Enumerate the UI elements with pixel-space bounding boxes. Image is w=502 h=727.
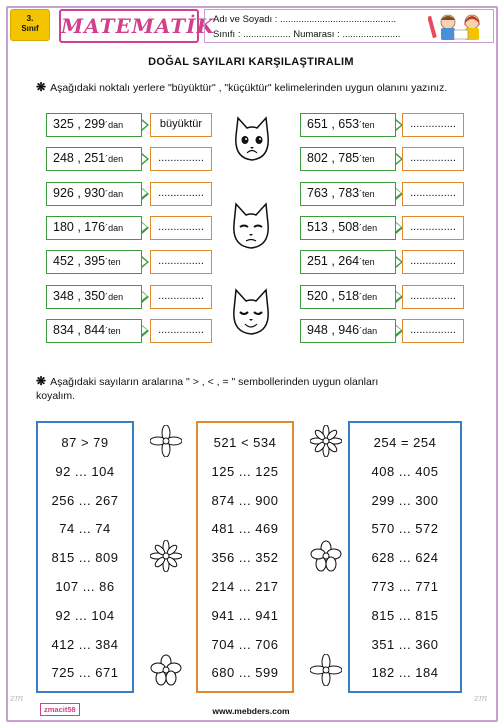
suffix: den [108,291,124,302]
code-badge: zmacit58 [40,703,80,716]
comparison-row[interactable]: 356 ... 352 [211,550,279,566]
number-pair: 834 , 844 [53,322,106,337]
comparison-row[interactable]: 481 ... 469 [211,521,279,537]
suffix: ten [362,188,375,199]
suffix: ten [362,154,375,165]
comparison-column-right [348,421,462,693]
suffix: dan [108,188,124,199]
children-reading-icon [428,10,488,42]
number-pair: 325 , 299 [53,117,106,131]
comparison-row[interactable]: 182 ... 184 [371,665,439,681]
answer-box[interactable]: ............... [150,319,212,343]
suffix: dan [362,325,378,336]
comparison-row[interactable]: 254 = 254 [373,435,437,450]
comparison-row[interactable]: 74 ... 74 [59,521,111,537]
cat-face-icon [232,114,272,164]
apostrophe: ´ [359,188,363,199]
grade-label: Sınıf [21,24,39,33]
suffix: ten [108,325,121,336]
comparison-column-left [36,421,134,693]
number-pair-box [300,285,396,309]
apostrophe: ´ [359,257,363,268]
apostrophe: ´ [359,291,363,302]
flower-bullet-icon: ❋ [36,80,47,94]
suffix: den [362,291,378,302]
flower-icon [150,540,182,572]
number-pair-box [300,216,396,240]
number-pair-box [300,182,396,206]
number-pair-box [46,182,142,206]
comparison-row[interactable]: 256 ... 267 [51,492,119,508]
comparison-row[interactable]: 92 ... 104 [55,463,115,479]
suffix: ten [362,257,375,268]
comparison-row[interactable]: 628 ... 624 [371,550,439,566]
comparison-row[interactable]: 815 ... 809 [51,550,119,566]
instruction-2-line1: Aşağıdaki sayıların aralarına " > , < , = " sembollerinden uygun olanları [50,376,379,388]
apostrophe: ´ [105,257,109,268]
comparison-row[interactable]: 941 ... 941 [211,607,279,623]
apostrophe: ´ [105,325,109,336]
instruction-1-text: Aşağıdaki noktalı yerlere "büyüktür" , "küçüktür" kelimelerinden uygun olanını yazınız. [50,82,448,94]
cat-face-icon [230,286,272,338]
instruction-2-line2: koyalım. [36,390,76,402]
grade-number: 3. [26,14,34,23]
answer-box[interactable]: ............... [150,216,212,240]
number-pair: 651 , 653 [307,117,360,131]
number-pair: 948 , 946 [307,322,360,337]
answer-box[interactable]: ............... [402,250,464,274]
flower-bullet-icon: ❋ [36,374,47,388]
number-pair: 802 , 785 [307,151,360,166]
suffix: ten [108,257,121,268]
comparison-row[interactable]: 351 ... 360 [371,636,439,652]
section-title: DOĞAL SAYILARI KARŞILAŞTIRALIM [148,56,354,68]
answer-box[interactable]: büyüktür [150,113,212,137]
subject-title-box [59,9,215,43]
watermark-left: zm [10,694,24,704]
comparison-row[interactable]: 680 ... 599 [211,665,279,681]
footer-website: www.mebders.com [212,706,290,716]
apostrophe: ´ [359,154,363,165]
number-pair: 180 , 176 [53,219,106,234]
number-pair: 763 , 783 [307,185,360,200]
comparison-row[interactable]: 874 ... 900 [211,492,279,508]
class-number-line: Sınıfı : .................. Numarası : ...................... [213,29,401,40]
number-pair: 926 , 930 [53,185,106,200]
answer-box[interactable]: ............... [402,147,464,171]
comparison-row[interactable]: 214 ... 217 [211,579,279,594]
comparison-row[interactable]: 725 ... 671 [51,665,119,681]
answer-box[interactable]: ............... [150,182,212,206]
number-pair-box [300,147,396,171]
number-pair-box [300,319,396,343]
apostrophe: ´ [105,188,109,199]
comparison-row[interactable]: 412 ... 384 [51,636,119,652]
apostrophe: ´ [359,222,363,233]
answer-box[interactable]: ............... [402,216,464,240]
number-pair: 452 , 395 [53,254,106,269]
instruction-2 [36,374,486,403]
comparison-row[interactable]: 125 ... 125 [211,463,279,479]
number-pair-box [46,216,142,240]
comparison-row[interactable]: 299 ... 300 [371,492,439,508]
cat-face-icon [230,200,272,252]
flower-icon [310,654,342,686]
number-pair-box [46,250,142,274]
suffix: dan [108,120,124,130]
comparison-column-middle [196,421,294,693]
apostrophe: ´ [105,154,109,165]
grade-badge [10,9,50,41]
watermark-right: zm [474,694,488,704]
suffix: dan [108,222,124,233]
number-pair: 513 , 508 [307,219,360,234]
answer-box[interactable]: ............... [150,147,212,171]
apostrophe: ´ [105,120,109,130]
number-pair: 520 , 518 [307,288,360,303]
comparison-row[interactable]: 87 > 79 [61,435,109,450]
answer-box[interactable]: ............... [402,182,464,206]
number-pair-box [46,113,142,137]
comparison-row[interactable]: 521 < 534 [213,435,277,450]
comparison-row[interactable]: 704 ... 706 [211,636,279,652]
number-pair-box [46,147,142,171]
suffix: den [108,154,124,165]
apostrophe: ´ [105,222,109,233]
apostrophe: ´ [105,291,109,302]
apostrophe: ´ [359,120,363,130]
flower-icon [150,654,182,686]
number-pair: 248 , 251 [53,151,106,166]
instruction-1 [36,80,486,95]
number-pair-box [46,319,142,343]
answer-box[interactable]: ............... [402,285,464,309]
flower-icon [310,425,342,457]
answer-box[interactable]: ............... [150,285,212,309]
number-pair-box [46,285,142,309]
suffix: ten [362,120,375,130]
number-pair: 348 , 350 [53,288,106,303]
number-pair: 251 , 264 [307,254,360,269]
subject-title: MATEMATİK [61,14,215,38]
suffix: den [362,222,378,233]
flower-icon [150,425,182,457]
answer-box[interactable]: ............... [402,319,464,343]
name-line: Adı ve Soyadı : ............................................ [213,14,397,25]
comparison-row[interactable]: 408 ... 405 [371,463,439,479]
number-pair-box [300,113,396,137]
comparison-row[interactable]: 815 ... 815 [371,607,439,623]
comparison-row[interactable]: 92 ... 104 [55,607,115,623]
number-pair-box [300,250,396,274]
answer-box[interactable]: ............... [402,113,464,137]
comparison-row[interactable]: 773 ... 771 [371,579,439,594]
answer-box[interactable]: ............... [150,250,212,274]
flower-icon [310,540,342,572]
comparison-row[interactable]: 570 ... 572 [371,521,439,537]
apostrophe: ´ [359,325,363,336]
comparison-row[interactable]: 107 ... 86 [55,579,115,594]
